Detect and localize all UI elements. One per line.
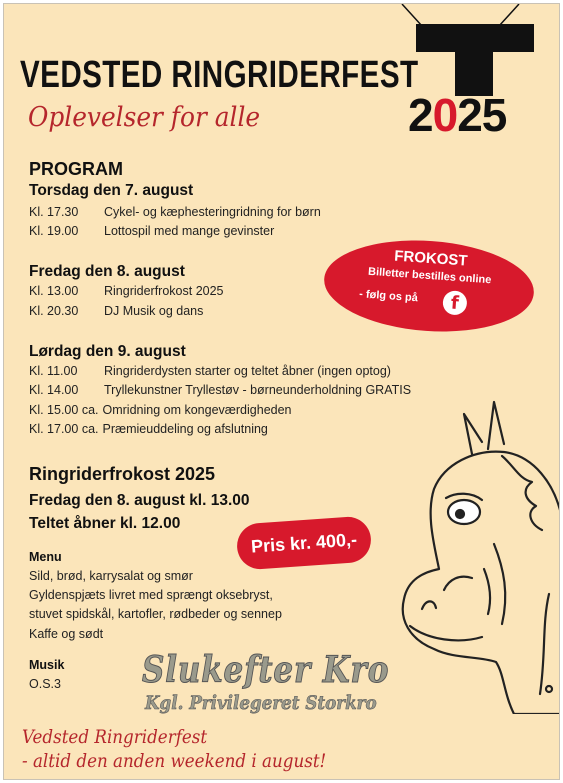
- menu-item: Kaffe og sødt: [29, 627, 104, 641]
- facebook-icon[interactable]: f: [442, 290, 468, 316]
- menu-heading: Menu: [29, 550, 62, 564]
- event-subtitle: Oplevelser for alle: [28, 102, 261, 133]
- t-letter-stem: [455, 24, 493, 96]
- footer-line-1: Vedsted Ringriderfest: [22, 726, 208, 748]
- event-poster: [3, 3, 560, 780]
- frokost-tent-open: Teltet åbner kl. 12.00: [29, 515, 181, 532]
- program-item: Kl. 11.00 Ringriderdysten starter og teltet åbner (ingen optog): [29, 364, 391, 378]
- frokost-badge-follow: - følg os på: [358, 288, 419, 305]
- menu-item: stuvet spidskål, kartofler, rødbeder og sennep: [29, 607, 282, 621]
- sponsor-logo-subtitle: Kgl. Privilegeret Storkro: [145, 692, 377, 714]
- program-item: Kl. 14.00 Tryllekunstner Tryllestøv - børneunderholdning GRATIS: [29, 383, 412, 397]
- music-heading: Musik: [29, 658, 65, 672]
- menu-item: Gyldenspjæts livret med sprængt oksebryst,: [29, 588, 273, 602]
- program-item: Kl. 19.00 Lottospil med mange gevinster: [29, 224, 275, 238]
- program-item: Kl. 17.30 Cykel- og kæphesteringridning for børn: [29, 205, 321, 219]
- event-year: 2025: [408, 89, 507, 141]
- sponsor-logo-name: Slukefter Kro: [142, 649, 390, 691]
- frokost-badge-tickets: Billetter bestilles online: [367, 265, 492, 287]
- program-item: Kl. 15.00 ca. Omridning om kongeværdigheden: [29, 403, 292, 417]
- frokost-heading: Ringriderfrokost 2025: [29, 464, 216, 484]
- program-item: Kl. 17.00 ca. Præmieuddeling og afslutning: [29, 422, 268, 436]
- horse-illustration: [364, 394, 560, 714]
- frokost-badge-title: FROKOST: [393, 247, 469, 270]
- day-heading-thursday: Torsdag den 7. august: [29, 182, 194, 199]
- footer-line-2: - altid den anden weekend i august!: [22, 750, 327, 772]
- program-item: Kl. 20.30 DJ Musik og dans: [29, 304, 204, 318]
- price-badge: Pris kr. 400,-: [236, 515, 373, 570]
- menu-item: Sild, brød, karrysalat og smør: [29, 569, 193, 583]
- day-heading-saturday: Lørdag den 9. august: [29, 343, 186, 360]
- music-value: O.S.3: [29, 677, 61, 691]
- day-heading-friday: Fredag den 8. august: [29, 263, 185, 280]
- event-title: VEDSTED RINGRIDERFEST: [20, 54, 419, 96]
- program-item: Kl. 13.00 Ringriderfrokost 2025: [29, 284, 224, 298]
- frokost-badge[interactable]: [321, 234, 537, 338]
- program-heading: PROGRAM: [29, 159, 123, 179]
- frokost-date: Fredag den 8. august kl. 13.00: [29, 492, 250, 509]
